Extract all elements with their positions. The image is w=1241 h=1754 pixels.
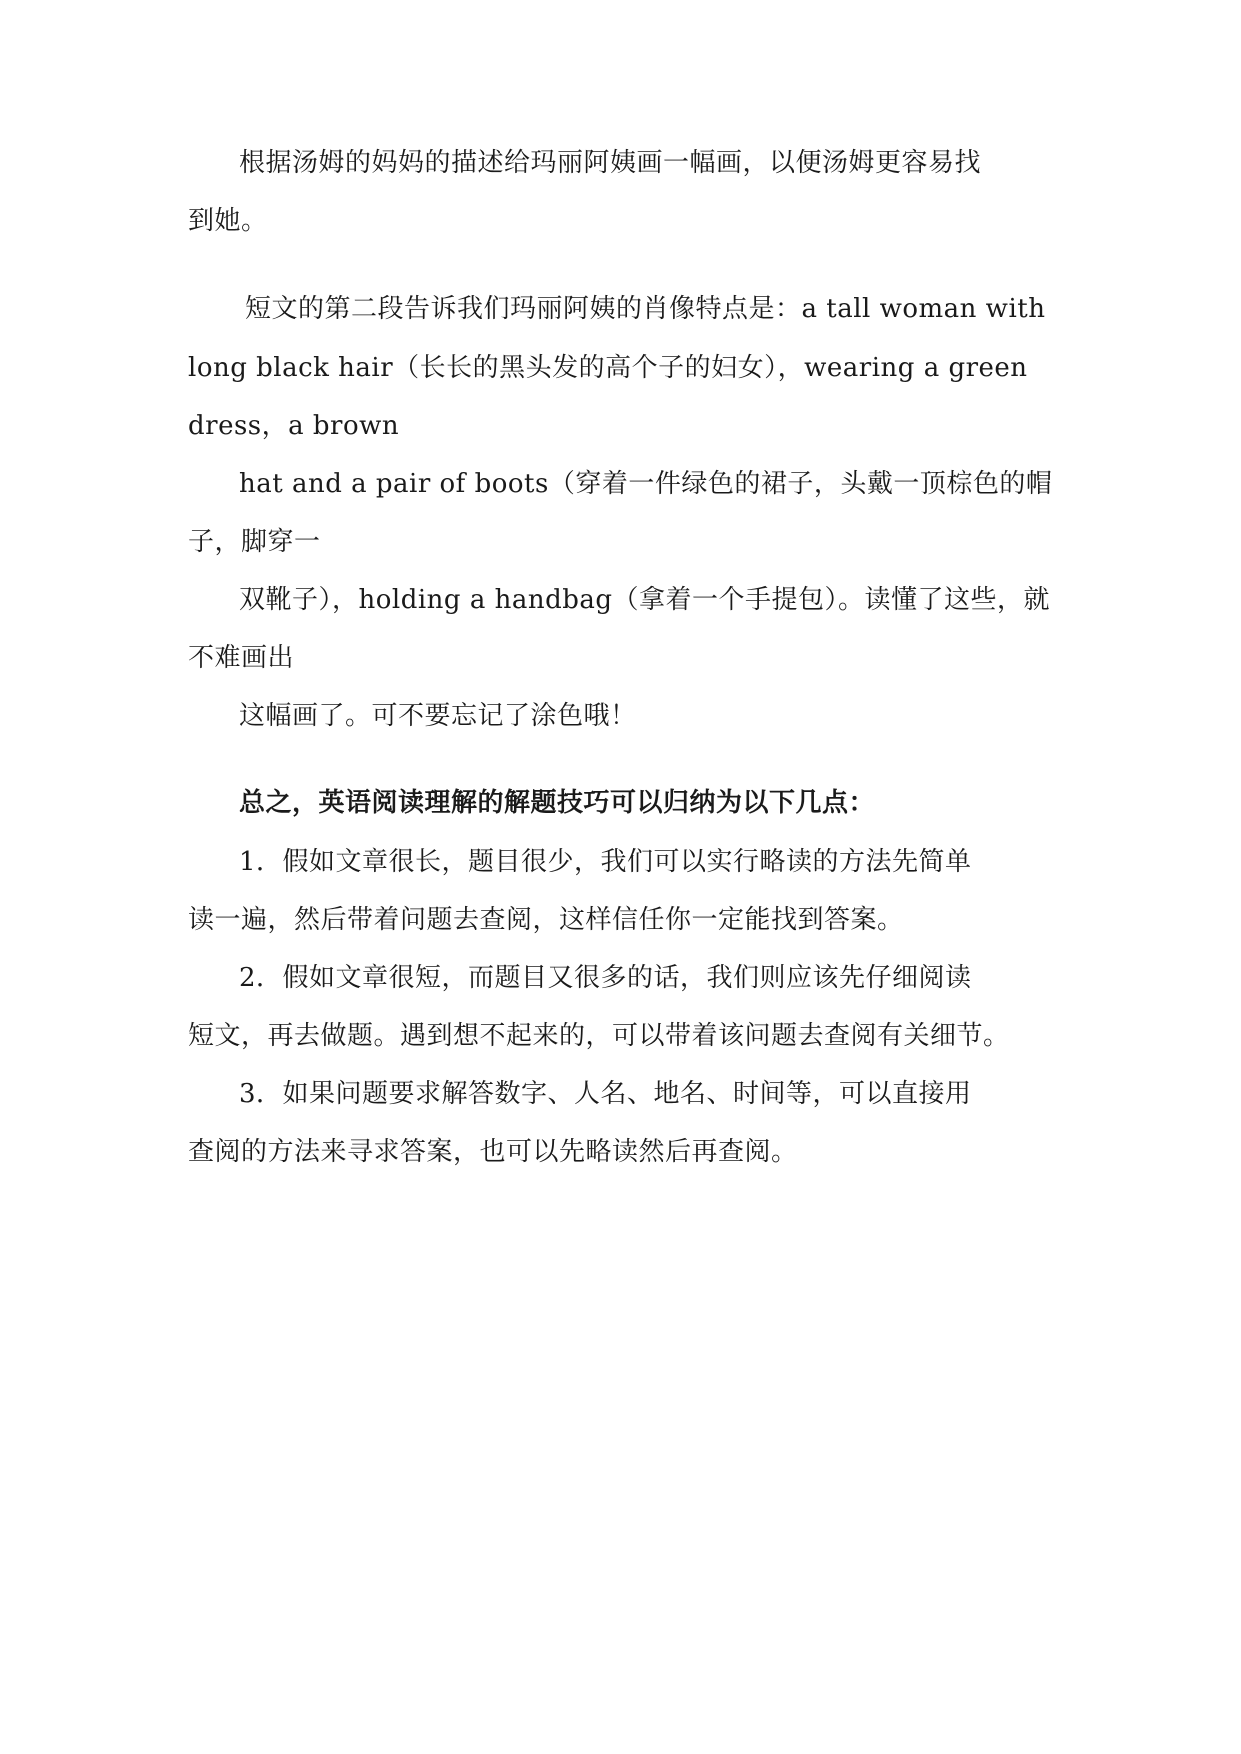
analysis-line-3: dress，a brown — [188, 411, 400, 441]
summary-point-1-line-2: 读一遍，然后带着问题去查阅，这样信任你一定能找到答案。 — [188, 905, 904, 935]
analysis-line-6: 双靴子），holding a handbag（拿着一个手提包）。读懂了这些，就 — [239, 585, 1051, 615]
analysis-line-8: 这幅画了。可不要忘记了涂色哦！ — [239, 701, 637, 731]
summary-point-3-line-2: 查阅的方法来寻求答案，也可以先略读然后再查阅。 — [188, 1137, 798, 1167]
analysis-line-4: hat and a pair of boots（穿着一件绿色的裙子，头戴一顶棕色的帽 — [239, 469, 1053, 499]
analysis-line-5: 子，脚穿一 — [188, 527, 321, 557]
summary-heading: 总之，英语阅读理解的解题技巧可以归纳为以下几点： — [239, 788, 876, 818]
analysis-line-2: long black hair（长长的黑头发的高个子的妇女），wearing a green — [188, 353, 1028, 383]
summary-point-2-line-1: 2．假如文章很短，而题目又很多的话，我们则应该先仔细阅读 — [239, 963, 972, 993]
summary-point-1-line-1: 1．假如文章很长，题目很少，我们可以实行略读的方法先简单 — [239, 847, 972, 877]
summary-point-2-line-2: 短文，再去做题。遇到想不起来的，可以带着该问题去查阅有关细节。 — [188, 1021, 1010, 1051]
analysis-line-7: 不难画出 — [188, 643, 295, 673]
intro-line-2: 到她。 — [188, 206, 268, 236]
analysis-line-1: 短文的第二段告诉我们玛丽阿姨的肖像特点是：a tall woman with — [245, 294, 1046, 324]
intro-line-1: 根据汤姆的妈妈的描述给玛丽阿姨画一幅画，以便汤姆更容易找 — [239, 148, 982, 178]
summary-point-3-line-1: 3．如果问题要求解答数字、人名、地名、时间等，可以直接用 — [239, 1079, 972, 1109]
